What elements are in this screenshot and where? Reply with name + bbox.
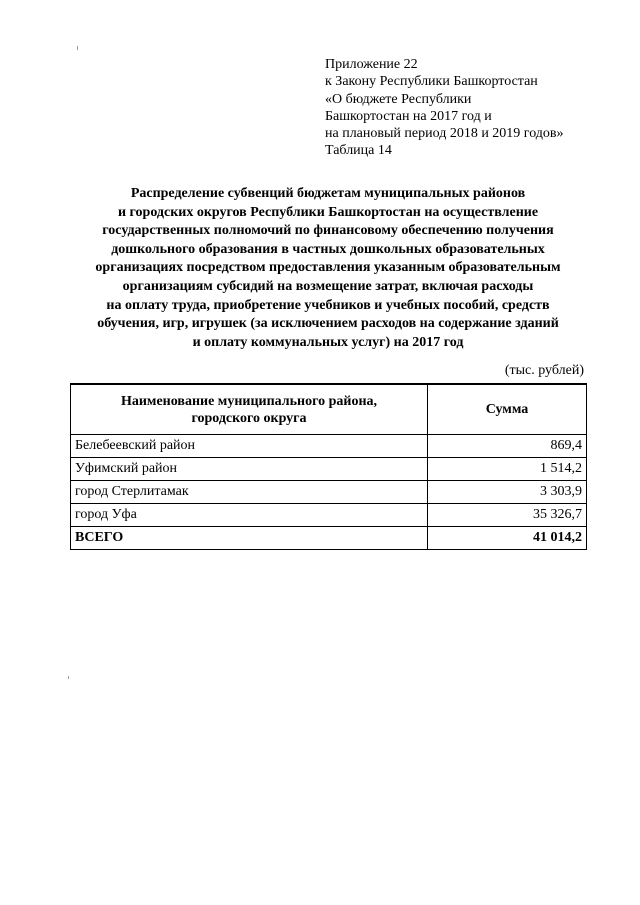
district-name: город Стерлитамак [71,481,428,504]
table-row [71,481,587,504]
appendix-line: Приложение 22 [325,57,418,72]
title-line: государственных полномочий по финансовому обеспечению получения [102,223,554,239]
table-row [71,435,587,458]
district-name: Уфимский район [71,458,428,481]
title-line: на оплату труда, приобретение учебников и учебных пособий, средств [106,297,550,313]
scan-artifact [77,46,78,50]
title-line: обучения, игр, игрушек (за исключением расходов на содержание зданий [97,316,559,332]
title-line: и городских округов Республики Башкортостан на осуществление [117,204,539,220]
units-label: (тыс. рублей) [504,363,584,378]
title-line: дошкольного образования в частных дошкольных образовательных [111,241,545,257]
scan-artifact [68,676,69,679]
document-title [64,185,592,352]
appendix-header [325,56,564,160]
total-sum: 41 014,2 [428,527,587,550]
district-name: Белебеевский район [71,435,428,458]
title-line: и оплату коммунальных услуг) на 2017 год [192,334,464,350]
appendix-line: к Закону Республики Башкортостан [325,74,538,90]
table-row [71,458,587,481]
district-name: город Уфа [71,504,428,527]
column-header-name-line: городского округа [191,410,307,426]
table-number: Таблица 14 [325,143,392,159]
column-header-name-line: Наименование муниципального района, [120,393,378,409]
subsidy-table [70,383,587,550]
table-total-row [71,527,587,550]
column-header-sum: Сумма [428,384,587,435]
total-label: ВСЕГО [71,527,428,550]
title-line: Распределение субвенций бюджетам муниципальных районов [130,186,526,201]
district-sum: 1 514,2 [428,458,587,481]
appendix-line: на плановый период 2018 и 2019 годов» [325,126,564,142]
column-header-name [71,384,428,435]
title-line: организациям субсидий на возмещение затрат, включая расходы [122,278,534,294]
table-row [71,504,587,527]
title-line: организациях посредством предоставления указанным образовательным [95,260,561,276]
district-sum: 869,4 [428,435,587,458]
district-sum: 3 303,9 [428,481,587,504]
appendix-line: «О бюджете Республики [325,91,472,107]
table-header-row [71,384,587,435]
appendix-line: Башкортостан на 2017 год и [325,108,492,124]
district-sum: 35 326,7 [428,504,587,527]
